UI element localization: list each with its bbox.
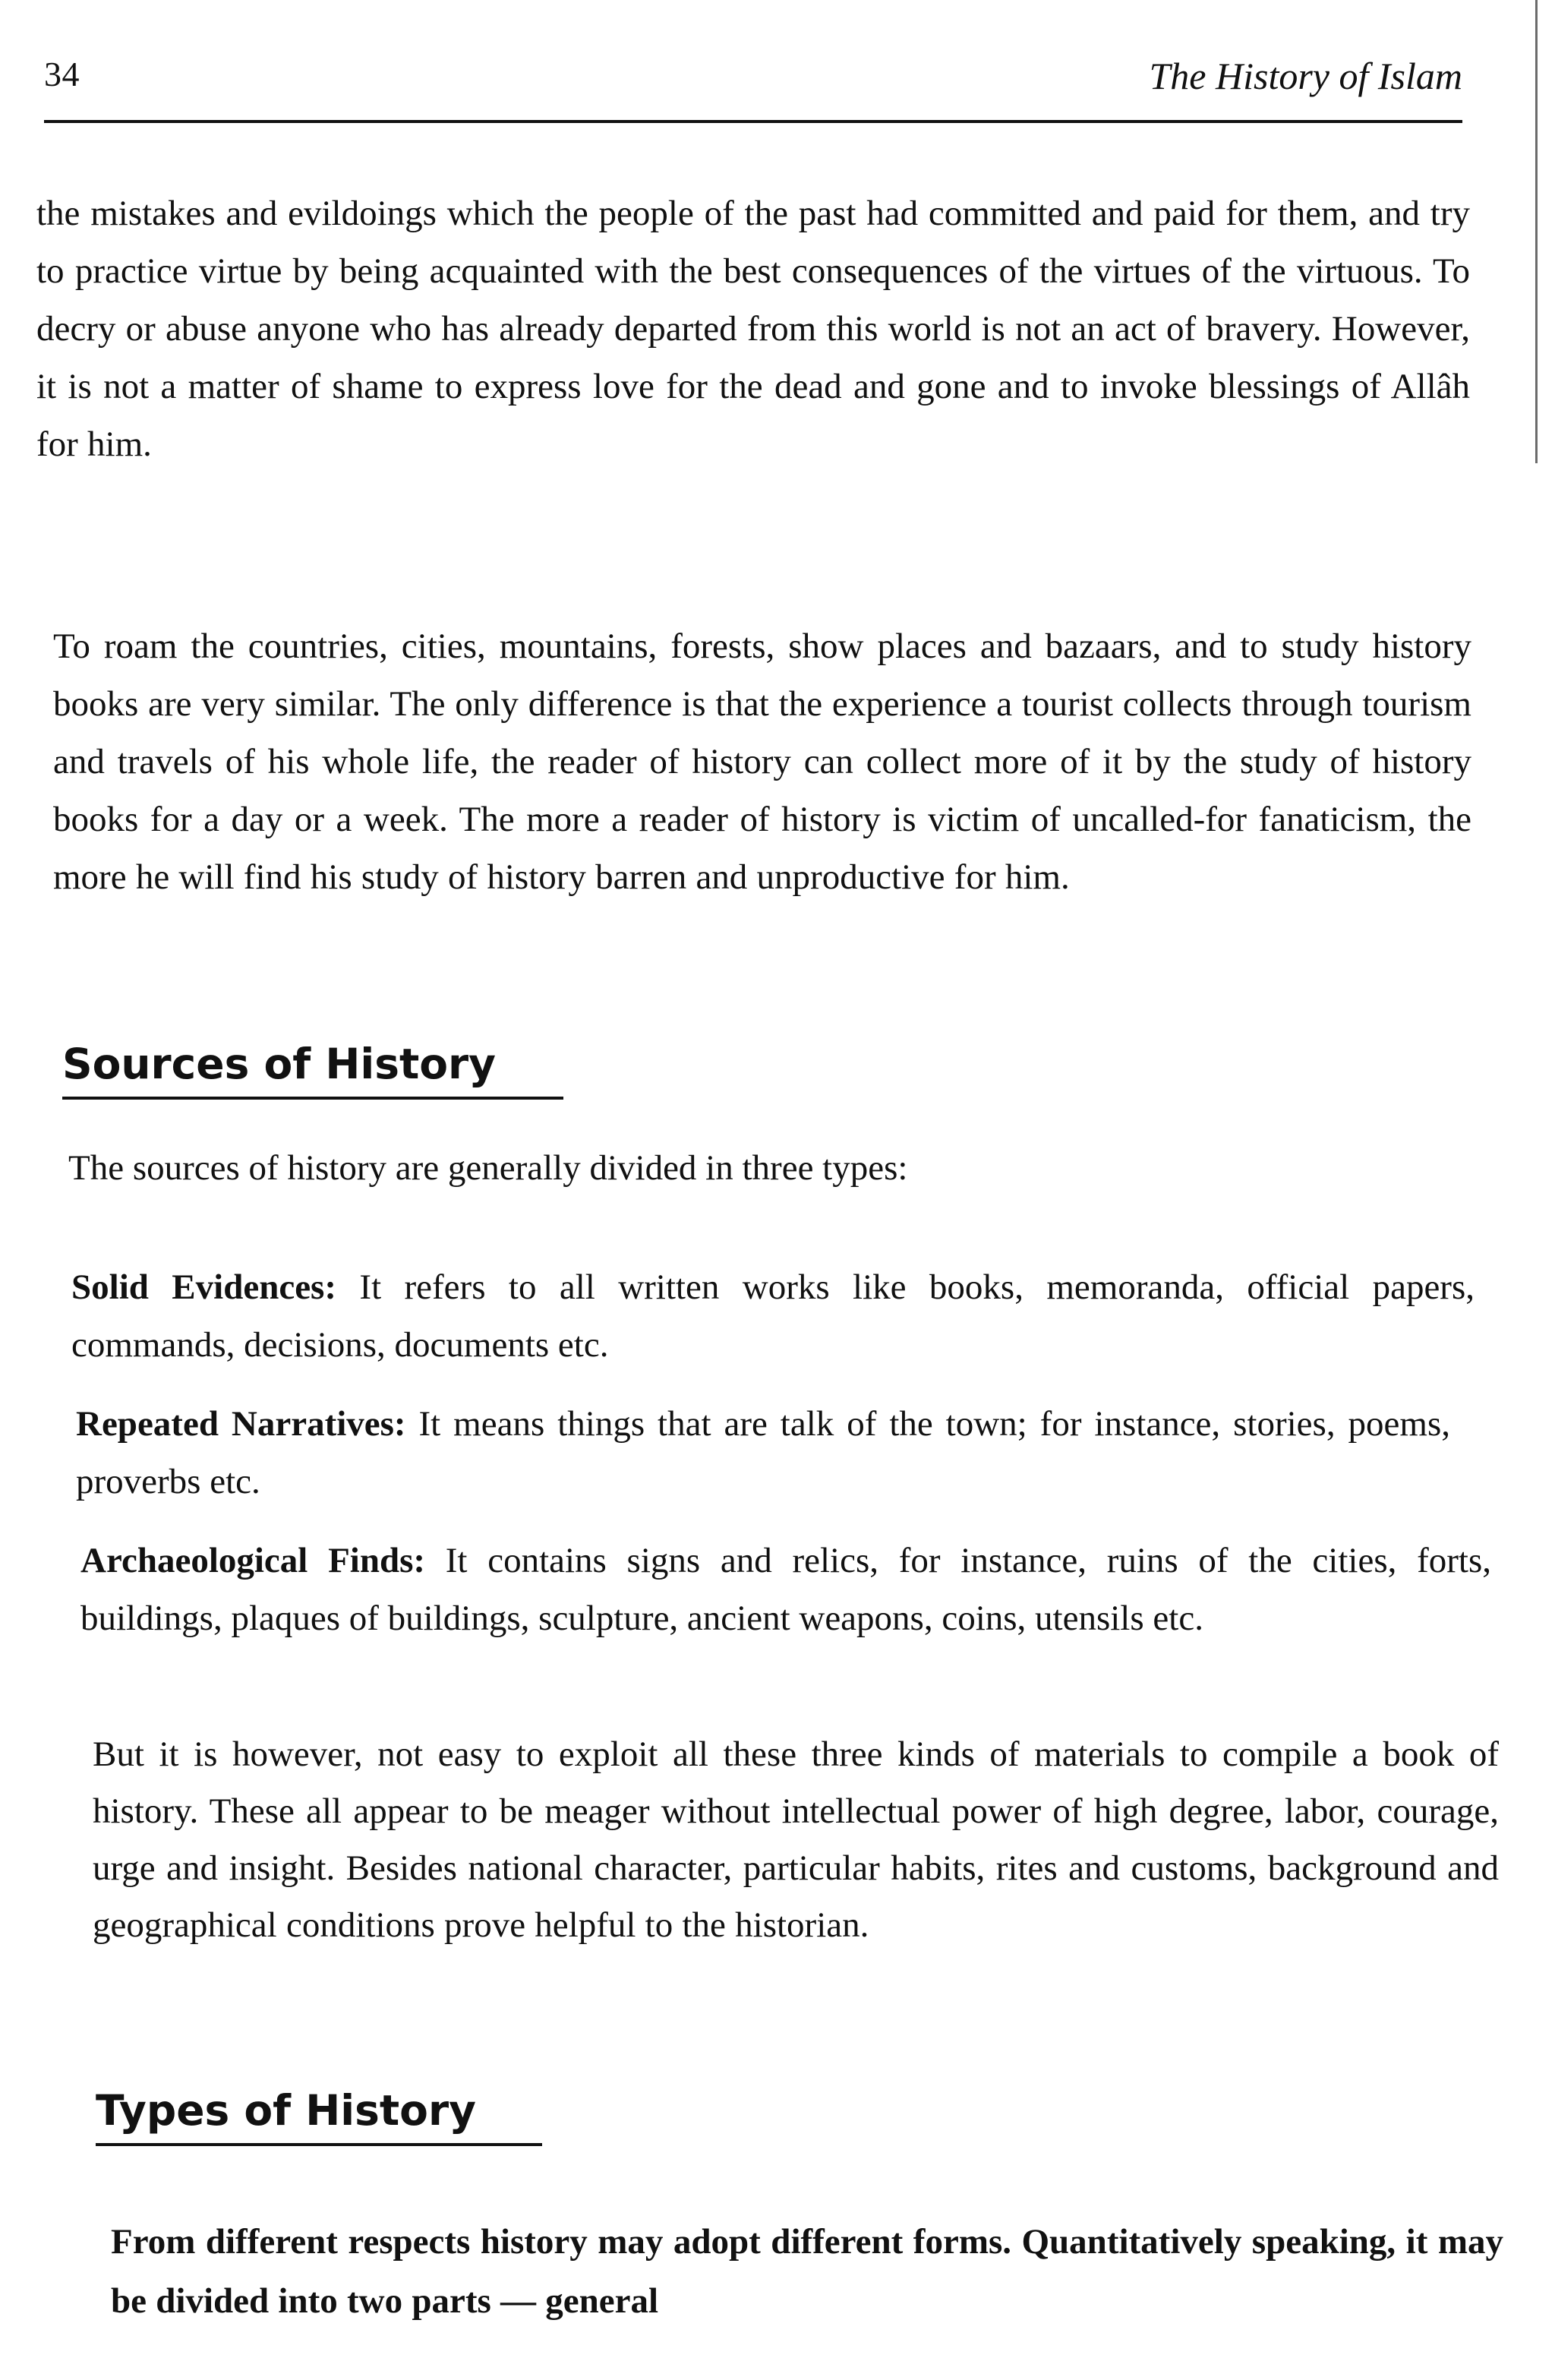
definition-text-solid-evidences: It refers to all written works like books, memoranda, official papers, commands, decisions, documents etc. <box>71 1267 1475 1365</box>
page-edge-line <box>1535 0 1538 463</box>
definition-text-repeated-narratives: It means things that are talk of the town; for instance, stories, poems, proverbs etc. <box>76 1404 1450 1501</box>
definition-term-solid-evidences: Solid Evidences: <box>71 1267 337 1307</box>
types-opening-paragraph: From different respects history may adopt different forms. Quantitatively speaking, it may be divided into two parts — general <box>111 2222 1503 2321</box>
page-number: 34 <box>44 55 80 93</box>
definition-term-repeated-narratives: Repeated Narratives: <box>76 1404 406 1444</box>
body-paragraph-1: the mistakes and evildoings which the people of the past had committed and paid for them, and try to practice virtue by being acquainted with the best consequences of the virtues of the virtuous. To decry or abuse anyone who has already departed from this world is not an act of bravery. However, it is not a matter of shame to express love for the dead and gone and to invoke blessings of Allâh for him. <box>36 194 1470 464</box>
sources-intro: The sources of history are generally divided in three types: <box>68 1148 908 1188</box>
types-section-heading: Types of History <box>96 2084 542 2146</box>
definition-repeated-narratives <box>76 1395 1450 1510</box>
definition-text-archaeological-finds: It contains signs and relics, for instance, ruins of the cities, forts, buildings, plaques of buildings, sculpture, ancient weapons, coins, utensils etc. <box>80 1541 1491 1638</box>
running-title: The History of Islam <box>1149 55 1462 97</box>
page-header <box>44 55 1462 123</box>
sources-closing-paragraph: But it is however, not easy to exploit all these three kinds of materials to compile a book of history. These all appear to be meager without intellectual power of high degree, labor, courage, urge and insight. Besides national character, particular habits, rites and customs, background and geographical conditions prove helpful to the historian. <box>93 1734 1499 1945</box>
body-paragraph-2: To roam the countries, cities, mountains, forests, show places and bazaars, and to study history books are very similar. The only difference is that the experience a tourist collects through tourism and travels of his whole life, the reader of history can collect more of it by the study of history books for a day or a week. The more a reader of history is victim of uncalled-for fanaticism, the more he will find his study of history barren and unproductive for him. <box>53 627 1471 897</box>
definition-archaeological-finds <box>80 1532 1491 1647</box>
definition-term-archaeological-finds: Archaeological Finds: <box>80 1541 426 1580</box>
sources-section-heading: Sources of History <box>62 1037 563 1100</box>
definition-solid-evidences <box>71 1258 1475 1374</box>
